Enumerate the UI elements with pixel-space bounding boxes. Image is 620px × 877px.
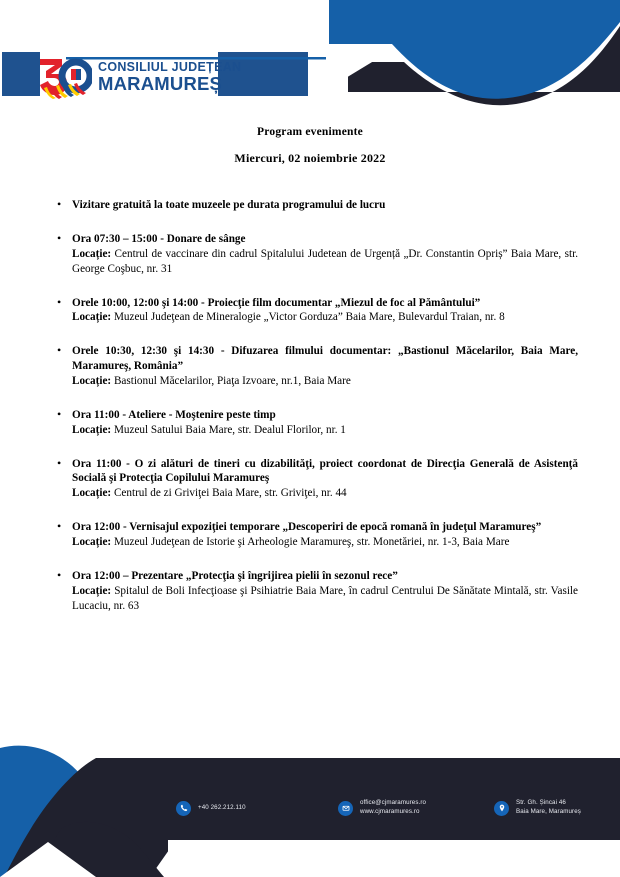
page-title: Program evenimente bbox=[257, 126, 363, 138]
list-item bbox=[56, 457, 578, 502]
website-url: www.cjmaramures.ro bbox=[360, 808, 420, 815]
event-title: • Ora 11:00 - O zi alături de tineri cu dizabilităţi, proiect coordonat de Direcţia Generală de Asistenţă Socială şi Protecţia Copilului Maramureş bbox=[72, 457, 578, 485]
cj-maramures-30-logo bbox=[36, 55, 92, 99]
event-title: • Orele 10:30, 12:30 şi 14:30 - Difuzarea filmului documentar: „Bastionul Măcelarilor, Baia Mare, Maramureş, România” bbox=[72, 345, 578, 373]
event-title: • Ora 12:00 – Prezentare „Protecţia şi îngrijirea pielii în sezonul rece” bbox=[72, 570, 398, 583]
list-item bbox=[56, 344, 578, 389]
event-title: • Vizitare gratuită la toate muzeele pe durata programului de lucru bbox=[72, 199, 386, 211]
event-location bbox=[72, 535, 578, 550]
event-location bbox=[72, 486, 578, 501]
email-address: office@cjmaramures.ro bbox=[360, 799, 427, 807]
location-label: Locație: bbox=[72, 374, 112, 387]
location-label: Locație: bbox=[72, 247, 112, 260]
location-value: Muzeul Satului Baia Mare, str. Dealul Florilor, nr. 1 bbox=[113, 423, 346, 436]
location-value: Centrul de zi Griviţei Baia Mare, str. Griviţei, nr. 44 bbox=[113, 487, 347, 500]
footer-contact-info bbox=[0, 788, 620, 828]
logo bbox=[36, 55, 241, 99]
location-label: Locație: bbox=[72, 487, 112, 500]
list-item bbox=[56, 520, 578, 550]
list-item bbox=[56, 232, 578, 277]
page-header bbox=[0, 0, 620, 120]
map-pin-icon bbox=[494, 801, 509, 816]
event-title: • Ora 12:00 - Vernisajul expoziţiei temporare „Descoperiri de epocă romană în judeţul Maramureş” bbox=[72, 521, 542, 534]
envelope-icon bbox=[338, 801, 353, 816]
location-value: Muzeul Judeţean de Istorie şi Arheologie Maramureş, str. Monetăriei, nr. 1-3, Baia Mare bbox=[113, 536, 510, 549]
location-value: Muzeul Judeţean de Mineralogie „Victor Gorduza” Baia Mare, Bulevardul Traian, nr. 8 bbox=[113, 311, 505, 324]
address-text bbox=[516, 799, 581, 817]
event-title: • Ora 07:30 – 15:00 - Donare de sânge bbox=[72, 232, 246, 245]
location-label: Locație: bbox=[72, 536, 112, 549]
footer-address[interactable] bbox=[494, 799, 581, 817]
event-location bbox=[72, 584, 578, 614]
location-label: Locație: bbox=[72, 423, 112, 436]
event-location bbox=[72, 310, 578, 325]
events-list bbox=[56, 198, 578, 633]
list-item bbox=[56, 296, 578, 326]
location-label: Locație: bbox=[72, 584, 112, 597]
location-value: Centrul de vaccinare din cadrul Spitalului Judetean de Urgență „Dr. Constantin Opriș” Baia Mare, str. George Coşbuc, nr. 31 bbox=[72, 247, 578, 275]
phone-icon bbox=[176, 801, 191, 816]
logo-line-1: CONSILIUL JUDEȚEAN bbox=[98, 60, 242, 74]
event-location bbox=[72, 374, 578, 389]
document-title-block bbox=[0, 126, 620, 166]
list-item bbox=[56, 408, 578, 438]
address-street: Str. Gh. Șincai 46 bbox=[516, 799, 566, 807]
location-value: Spitalul de Boli Infecţioase şi Psihiatrie Baia Mare, în cadrul Centrului De Sănătate Mintală, str. Vasile Lucaciu, nr. 63 bbox=[72, 584, 578, 612]
event-title: • Orele 10:00, 12:00 şi 14:00 - Proiecţie film documentar „Miezul de foc al Pământului” bbox=[72, 296, 481, 309]
list-item bbox=[56, 569, 578, 614]
list-item bbox=[56, 198, 578, 213]
page-subtitle: Miercuri, 02 noiembrie 2022 bbox=[234, 151, 386, 165]
email-website bbox=[360, 799, 426, 817]
location-value: Bastionul Măcelarilor, Piaţa Izvoare, nr.1, Baia Mare bbox=[113, 374, 351, 387]
address-city: Baia Mare, Maramureș bbox=[516, 808, 581, 815]
footer-phone[interactable] bbox=[176, 801, 246, 816]
event-title: • Ora 11:00 - Ateliere - Moştenire peste timp bbox=[72, 408, 276, 421]
event-location bbox=[72, 247, 578, 277]
event-location bbox=[72, 423, 578, 438]
footer-email[interactable] bbox=[338, 799, 426, 817]
location-label: Locație: bbox=[72, 311, 112, 324]
logo-line-2: MARAMUREȘ bbox=[98, 72, 223, 94]
page-footer bbox=[0, 730, 620, 877]
phone-number: +40 262.212.110 bbox=[198, 803, 246, 811]
